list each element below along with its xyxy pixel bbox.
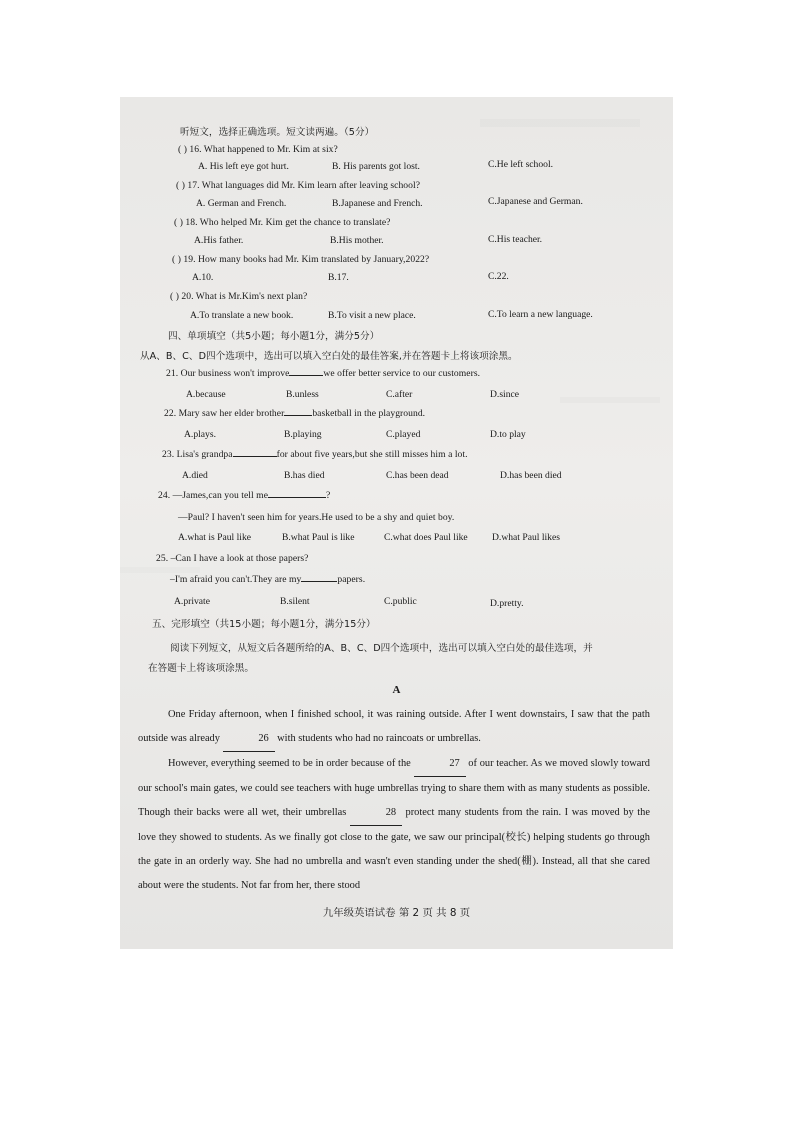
q25-option-a: A.private <box>174 596 210 607</box>
question-22-stem: 22. Mary saw her elder brother basketball in the playground. <box>164 408 426 419</box>
q18-option-a: A.His father. <box>194 235 244 246</box>
q22-option-b: B.playing <box>284 429 322 440</box>
passage-paragraph-1: One Friday afternoon, when I finished school, it was raining outside. After I went downstairs, I saw that the path outside was already 26 with students who had no raincoats or umbrellas. <box>138 703 650 752</box>
blank-28: 28 <box>350 801 402 826</box>
show-through-smudge <box>480 119 640 127</box>
q17-option-a: A. German and French. <box>196 198 287 209</box>
question-24-stem: 24. —James,can you tell me ? <box>158 490 331 501</box>
question-18-stem: ( ) 18. Who helped Mr. Kim get the chance to translate? <box>174 217 391 228</box>
show-through-smudge <box>560 397 660 403</box>
q23-option-a: A.died <box>182 470 208 481</box>
q25-reply: –I'm afraid you can't.They are my papers. <box>170 574 366 585</box>
blank-27: 27 <box>414 752 466 777</box>
q25-option-c: C.public <box>384 596 417 607</box>
cloze-passage <box>138 703 650 898</box>
show-through-smudge <box>120 567 200 573</box>
q19-option-a: A.10. <box>192 272 214 283</box>
q22-blank <box>284 415 312 416</box>
listening-instruction: 听短文，选择正确选项。短文读两遍。（5分） <box>180 127 375 138</box>
q24-option-b: B.what Paul is like <box>282 532 355 543</box>
exam-page <box>120 97 673 949</box>
q16-option-b: B. His parents got lost. <box>332 161 420 172</box>
q22-option-a: A.plays. <box>184 429 216 440</box>
q23-option-c: C.has been dead <box>386 470 449 481</box>
question-25-stem: 25. –Can I have a look at those papers? <box>156 553 309 564</box>
q20-option-b: B.To visit a new place. <box>328 310 416 321</box>
question-20-stem: ( ) 20. What is Mr.Kim's next plan? <box>170 291 308 302</box>
q22-option-c: C.played <box>386 429 421 440</box>
q25-option-d: D.pretty. <box>490 598 524 609</box>
blank-26: 26 <box>223 727 275 752</box>
q24-option-d: D.what Paul likes <box>492 532 560 543</box>
q24-option-a: A.what is Paul like <box>178 532 252 543</box>
q24-option-c: C.what does Paul like <box>384 532 468 543</box>
q25-blank <box>301 581 337 582</box>
section-5-instruction-line-2: 在答题卡上将该项涂黑。 <box>148 663 255 674</box>
section-5-title: 五、完形填空（共15小题；每小题1分，满分15分） <box>152 619 376 630</box>
q23-blank <box>233 456 277 457</box>
q20-option-a: A.To translate a new book. <box>190 310 294 321</box>
q24-reply: —Paul? I haven't seen him for years.He used to be a shy and quiet boy. <box>178 512 455 523</box>
q19-option-b: B.17. <box>328 272 349 283</box>
question-17-stem: ( ) 17. What languages did Mr. Kim learn after leaving school? <box>176 180 421 191</box>
question-19-stem: ( ) 19. How many books had Mr. Kim translated by January,2022? <box>172 254 430 265</box>
passage-label: A <box>392 684 401 696</box>
q17-option-c: C.Japanese and German. <box>488 196 583 207</box>
q18-option-c: C.His teacher. <box>488 234 543 245</box>
q21-option-b: B.unless <box>286 389 319 400</box>
q17-option-b: B.Japanese and French. <box>332 198 423 209</box>
passage-paragraph-2: However, everything seemed to be in order because of the 27 of our teacher. As we moved slowly toward our school's main gates, we could see teachers with huge umbrellas trying to share them with as many students as possible. Though their backs were all wet, their umbrellas 28 protect many students from the rain. I was moved by the love they showed to students. As we finally got close to the gate, we saw our principal(校长) helping students go through the gate in an orderly way. She had no umbrella and wasn't even standing under the shed(棚). Instead, all that she cared about were the students. Not far from her, there stood <box>138 752 650 898</box>
q21-blank <box>289 375 323 376</box>
q18-option-b: B.His mother. <box>330 235 384 246</box>
q24-blank <box>268 497 326 498</box>
question-21-stem: 21. Our business won't improve we offer better service to our customers. <box>166 368 481 379</box>
question-23-stem: 23. Lisa's grandpa for about five years,but she still misses him a lot. <box>162 449 468 460</box>
q16-option-c: C.He left school. <box>488 159 554 170</box>
q16-option-a: A. His left eye got hurt. <box>198 161 289 172</box>
q23-option-b: B.has died <box>284 470 325 481</box>
section-4-instruction: 从A、B、C、D四个选项中，选出可以填入空白处的最佳答案,并在答题卡上将该项涂黑。 <box>140 351 518 362</box>
page-footer: 九年级英语试卷 第 2 页 共 8 页 <box>322 907 471 919</box>
q19-option-c: C.22. <box>488 271 509 282</box>
q25-option-b: B.silent <box>280 596 310 607</box>
section-4-title: 四、单项填空（共5小题；每小题1分，满分5分） <box>168 331 380 342</box>
section-5-instruction-line-1: 阅读下列短文，从短文后各题所给的A、B、C、D四个选项中，选出可以填入空白处的最佳选项，并 <box>170 643 593 654</box>
q21-option-d: D.since <box>490 389 520 400</box>
q21-option-c: C.after <box>386 389 413 400</box>
q22-option-d: D.to play <box>490 429 526 440</box>
question-16-stem: ( ) 16. What happened to Mr. Kim at six? <box>178 144 338 155</box>
q23-option-d: D.has been died <box>500 470 562 481</box>
q20-option-c: C.To learn a new language. <box>488 309 593 320</box>
q21-option-a: A.because <box>186 389 226 400</box>
